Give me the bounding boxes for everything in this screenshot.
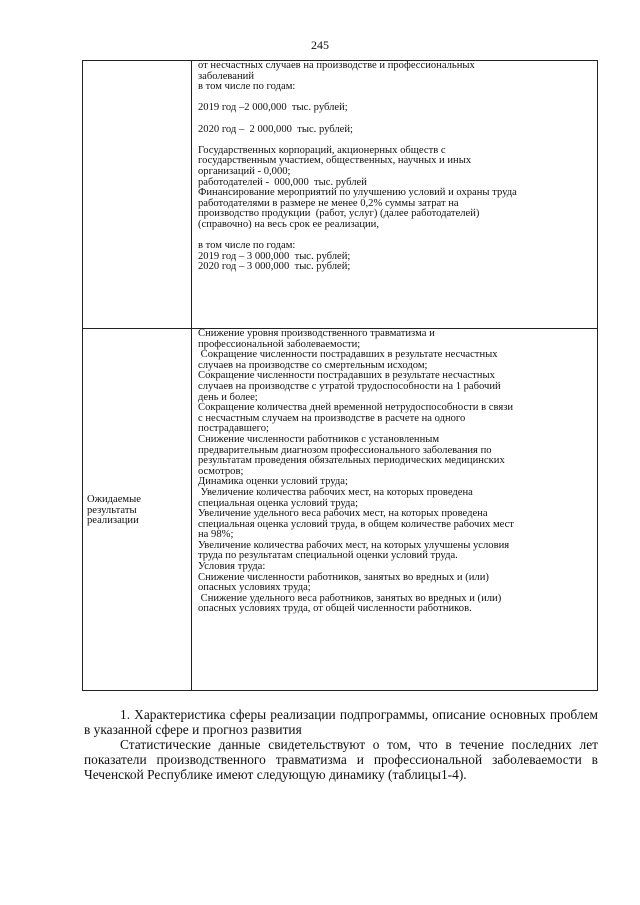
expected-result-line: Динамика оценки условий труда; (198, 476, 348, 488)
expected-result-line: случаев на производстве со смертельным исходом; (198, 359, 428, 371)
financing-line: работодателями в размере не менее 0,2% суммы затрат на (198, 197, 459, 209)
expected-result-line: Снижение уровня производственного травматизма и (198, 328, 435, 339)
expected-result-line: случаев на производстве с утратой трудоспособности на 1 рабочий (198, 380, 501, 392)
financing-line: государственным участием, общественных, научных и иных (198, 155, 472, 167)
expected-result-line: Условия труда: (198, 561, 266, 573)
expected-result-line: результатам проведения обязательных периодических медицинских (198, 455, 505, 467)
expected-result-line: Увеличение удельного веса рабочих мест, на которых проведена (198, 508, 488, 520)
expected-result-line: Сокращение количества дней временной нетрудоспособности в связи (198, 402, 514, 414)
expected-result-line: Увеличение количества рабочих мест, на которых улучшены условия (198, 539, 510, 551)
table-row-expected-results (83, 329, 598, 691)
expected-result-line: день и более; (198, 391, 258, 403)
financing-line: 2019 год –2 000,000 тыс. рублей; (198, 102, 348, 114)
expected-result-line: пострадавшего; (198, 423, 269, 435)
expected-results-cell (192, 329, 598, 691)
expected-result-line: специальная оценка условий труда, в общем количестве рабочих мест (198, 518, 514, 530)
financing-line (198, 114, 591, 125)
expected-result-line: опасных условиях труда; (198, 582, 311, 594)
financing-line: от несчастных случаев на производстве и профессиональных (198, 60, 475, 71)
expected-result-line: Сокращение численности пострадавших в результате несчастных (198, 349, 498, 361)
label-line: реализации (87, 515, 139, 527)
expected-result-line: Увеличение количества рабочих мест, на которых проведена (198, 486, 473, 498)
expected-result-line: специальная оценка условий труда; (198, 497, 359, 509)
expected-result-line: на 98%; (198, 529, 234, 541)
program-passport-table (82, 60, 598, 691)
expected-result-line: Снижение удельного веса работников, занятых во вредных и (или) (198, 592, 502, 604)
financing-line: Государственных корпораций, акционерных обществ с (198, 144, 446, 156)
label-line: Ожидаемые (87, 494, 141, 505)
page-number: 245 (311, 38, 329, 52)
financing-line: организаций - 0,000; (198, 165, 291, 177)
financing-line: в том числе по годам: (198, 240, 296, 252)
expected-result-line: Сокращение численности пострадавших в результате несчастных (198, 370, 495, 382)
label-line: результаты (87, 504, 137, 516)
financing-text (192, 61, 597, 273)
expected-result-line: осмотров; (198, 465, 244, 477)
financing-line: Финансирование мероприятий по улучшению условий и охраны труда (198, 187, 517, 199)
financing-line: производство продукции (работ, услуг) (далее работодателей) (198, 208, 480, 220)
financing-line: 2019 год – 3 000,000 тыс. рублей; (198, 250, 351, 262)
expected-result-line: труда по результатам специальной оценки условий труда. (198, 550, 458, 562)
row-label-empty (83, 61, 192, 329)
expected-results-label-cell (83, 329, 192, 691)
expected-result-line: Снижение численности работников с установленным (198, 433, 440, 445)
financing-line: в том числе по годам: (198, 81, 296, 93)
financing-line: работодателей - 000,000 тыс. рублей (198, 176, 367, 188)
expected-result-line: профессиональной заболеваемости; (198, 338, 361, 350)
expected-results-text (192, 329, 597, 615)
expected-result-line: предварительным диагнозом профессионального заболевания по (198, 444, 492, 456)
expected-result-line: опасных условиях труда, от общей численности работников. (198, 603, 472, 615)
expected-results-label (83, 495, 191, 527)
section-heading: 1. Характеристика сферы реализации подпрограммы, описание основных проблем в указанной сфере и прогноз развития (84, 707, 598, 737)
table-row-financing (83, 61, 598, 329)
financing-line: заболеваний (198, 70, 254, 82)
financing-line: (справочно) на весь срок ее реализации, (198, 218, 379, 230)
financing-line: 2020 год – 2 000,000 тыс. рублей; (198, 123, 354, 135)
financing-cell (192, 61, 598, 329)
section-paragraph: Статистические данные свидетельствуют о том, что в течение последних лет показатели производственного травматизма и профессиональной заболеваемости в Чеченской Республике имеют следующую динамику (таблицы1-4). (84, 737, 598, 782)
expected-result-line: с несчастным случаем на производстве в расчете на одного (198, 412, 466, 424)
section-text (84, 707, 598, 782)
financing-line: 2020 год – 3 000,000 тыс. рублей; (198, 261, 351, 273)
expected-result-line: Снижение численности работников, занятых во вредных и (или) (198, 571, 489, 583)
